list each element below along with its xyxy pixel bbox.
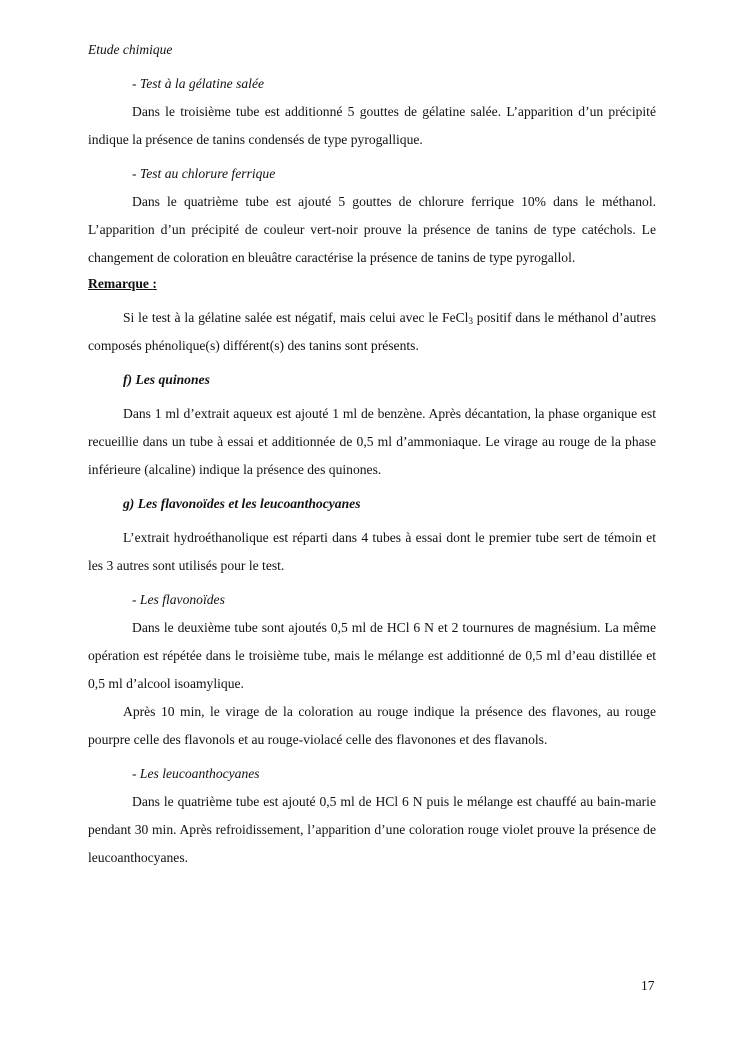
subheading-ferric-chloride-test: - Test au chlorure ferrique <box>132 166 276 181</box>
subheading-flavonoids: - Les flavonoïdes <box>132 592 225 607</box>
page-body <box>88 70 656 872</box>
paragraph-ferric-chloride-test: Dans le quatrième tube est ajouté 5 gouttes de chlorure ferrique 10% dans le méthanol. L’apparition d’un précipité de couleur vert-noir prouve la présence de tanins de type catéchols. Le changement de coloration en bleuâtre caractérise la présence de tanins de type pyrogallol. <box>88 194 656 265</box>
remark-label: Remarque <box>88 276 153 291</box>
subheading-leucoanthocyanes: - Les leucoanthocyanes <box>132 766 260 781</box>
remark-text-part2: positif dans le méthanol d’autres composés phénolique(s) différent(s) des tanins sont présents. <box>88 310 657 353</box>
remark-colon: : <box>152 276 157 291</box>
running-header: Etude chimique <box>88 42 173 57</box>
remark-heading <box>88 272 656 296</box>
section-heading-quinones: f) Les quinones <box>123 372 210 387</box>
paragraph-flavonoids-procedure: Dans le deuxième tube sont ajoutés 0,5 ml de HCl 6 N et 2 tournures de magnésium. La même opération est répétée dans le troisième tube, mais le mélange est additionné de 0,5 ml d’eau distillée et 0,5 ml d’alcool isoamylique. <box>88 620 656 691</box>
paragraph-flavonoids-result: Après 10 min, le virage de la coloration au rouge indique la présence des flavones, au rouge pourpre celle des flavonols et au rouge-violacé celle des flavonones et des flavanols. <box>88 704 656 747</box>
paragraph-quinones: Dans 1 ml d’extrait aqueux est ajouté 1 ml de benzène. Après décantation, la phase organique est recueillie dans un tube à essai et additionnée de 0,5 ml d’ammoniaque. Le virage au rouge de la phase inférieure (alcaline) indique la présence des quinones. <box>88 406 656 477</box>
page-number: 17 <box>641 978 655 993</box>
remark-text-part1: Si le test à la gélatine salée est négatif, mais celui avec le FeCl <box>123 310 469 325</box>
paragraph-hydroethanolic-extract: L’extrait hydroéthanolique est réparti dans 4 tubes à essai dont le premier tube sert de témoin et les 3 autres sont utilisés pour le test. <box>88 530 656 573</box>
paragraph-leucoanthocyanes: Dans le quatrième tube est ajouté 0,5 ml de HCl 6 N puis le mélange est chauffé au bain-marie pendant 30 min. Après refroidissement, l’apparition d’une coloration rouge violet prouve la présence de leucoanthocyanes. <box>88 794 656 865</box>
subheading-gelatine-test: - Test à la gélatine salée <box>132 76 265 91</box>
paragraph-remark <box>88 304 656 360</box>
fecl3-subscript: 3 <box>468 316 473 326</box>
section-heading-flavonoids: g) Les flavonoïdes et les leucoanthocyanes <box>123 496 361 511</box>
paragraph-gelatine-test: Dans le troisième tube est additionné 5 gouttes de gélatine salée. L’apparition d’un précipité indique la présence de tanins condensés de type pyrogallique. <box>88 104 656 147</box>
